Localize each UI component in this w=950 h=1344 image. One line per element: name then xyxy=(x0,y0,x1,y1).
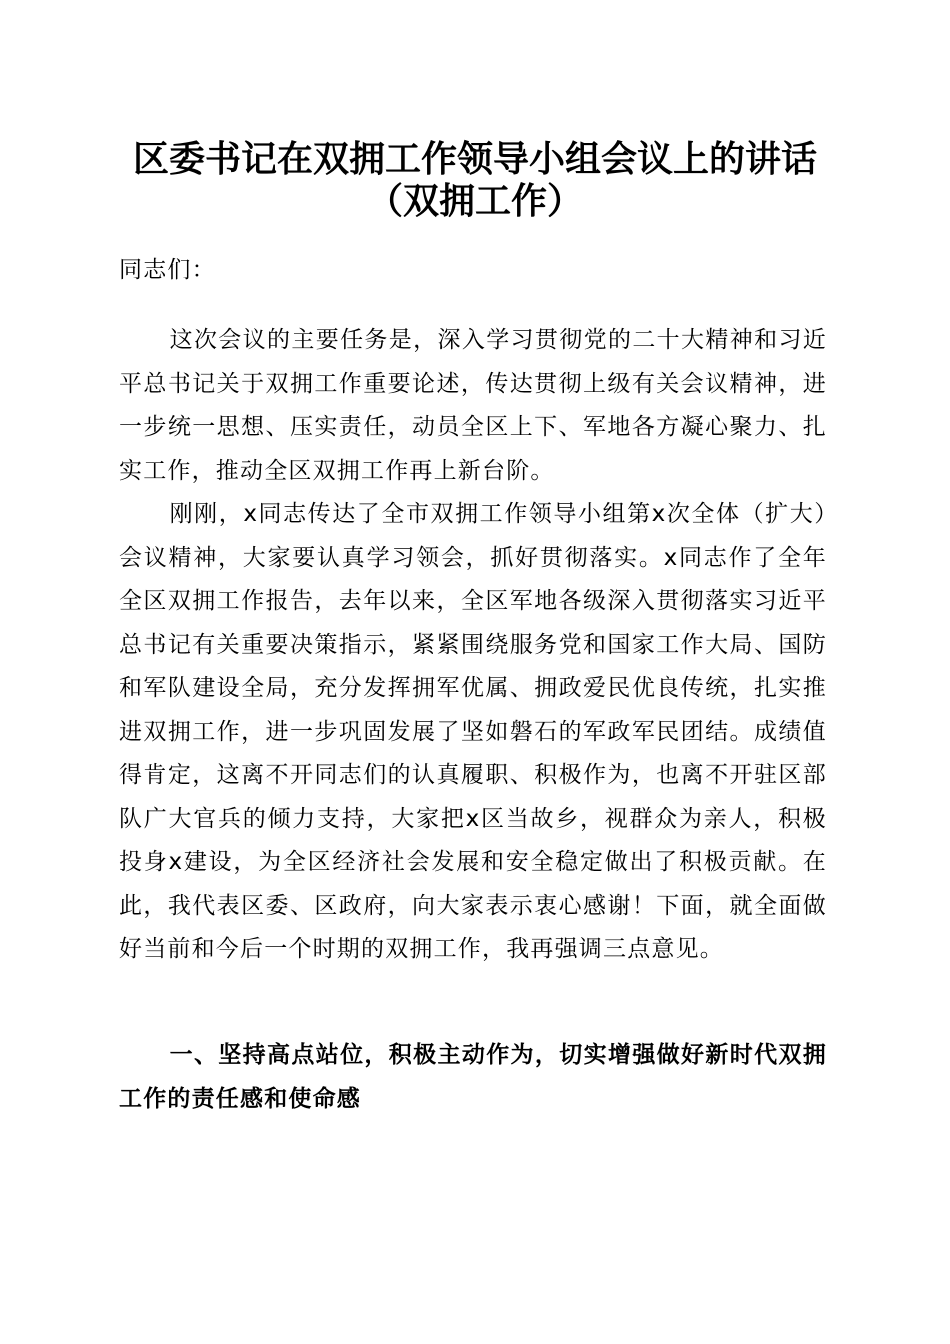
paragraph-1: 这次会议的主要任务是，深入学习贯彻党的二十大精神和习近平总书记关于双拥工作重要论述，传达贯彻上级有关会议精神，进一步统一思想、压实责任，动员全区上下、军地各方凝心聚力、扎实工作，推动全区双拥工作再上新台阶。 xyxy=(119,327,827,484)
document-title: 区委书记在双拥工作领导小组会议上的讲话 xyxy=(132,138,817,180)
document-subtitle: （双拥工作） xyxy=(366,180,583,222)
section-heading-1: 一、坚持高点站位，积极主动作为，切实增强做好新时代双拥工作的责任感和使命感 xyxy=(119,1042,827,1112)
paragraph-2: 刚刚，x同志传达了全市双拥工作领导小组第x次全体（扩大）会议精神，大家要认真学习领会，抓好贯彻落实。x同志作了全年全区双拥工作报告，去年以来，全区军地各级深入贯彻落实习近平总书记有关重要决策指示，紧紧围绕服务党和国家工作大局、国防和军队建设全局，充分发挥拥军优属、拥政爱民优良传统，扎实推进双拥工作，进一步巩固发展了坚如磐石的军政军民团结。成绩值得肯定，这离不开同志们的认真履职、积极作为，也离不开驻区部队广大官兵的倾力支持，大家把x区当故乡，视群众为亲人，积极投身x建设，为全区经济社会发展和安全稳定做出了积极贡献。在此，我代表区委、区政府，向大家表示衷心感谢！下面，就全面做好当前和今后一个时期的双拥工作，我再强调三点意见。 xyxy=(119,501,827,962)
salutation: 同志们： xyxy=(119,257,216,283)
